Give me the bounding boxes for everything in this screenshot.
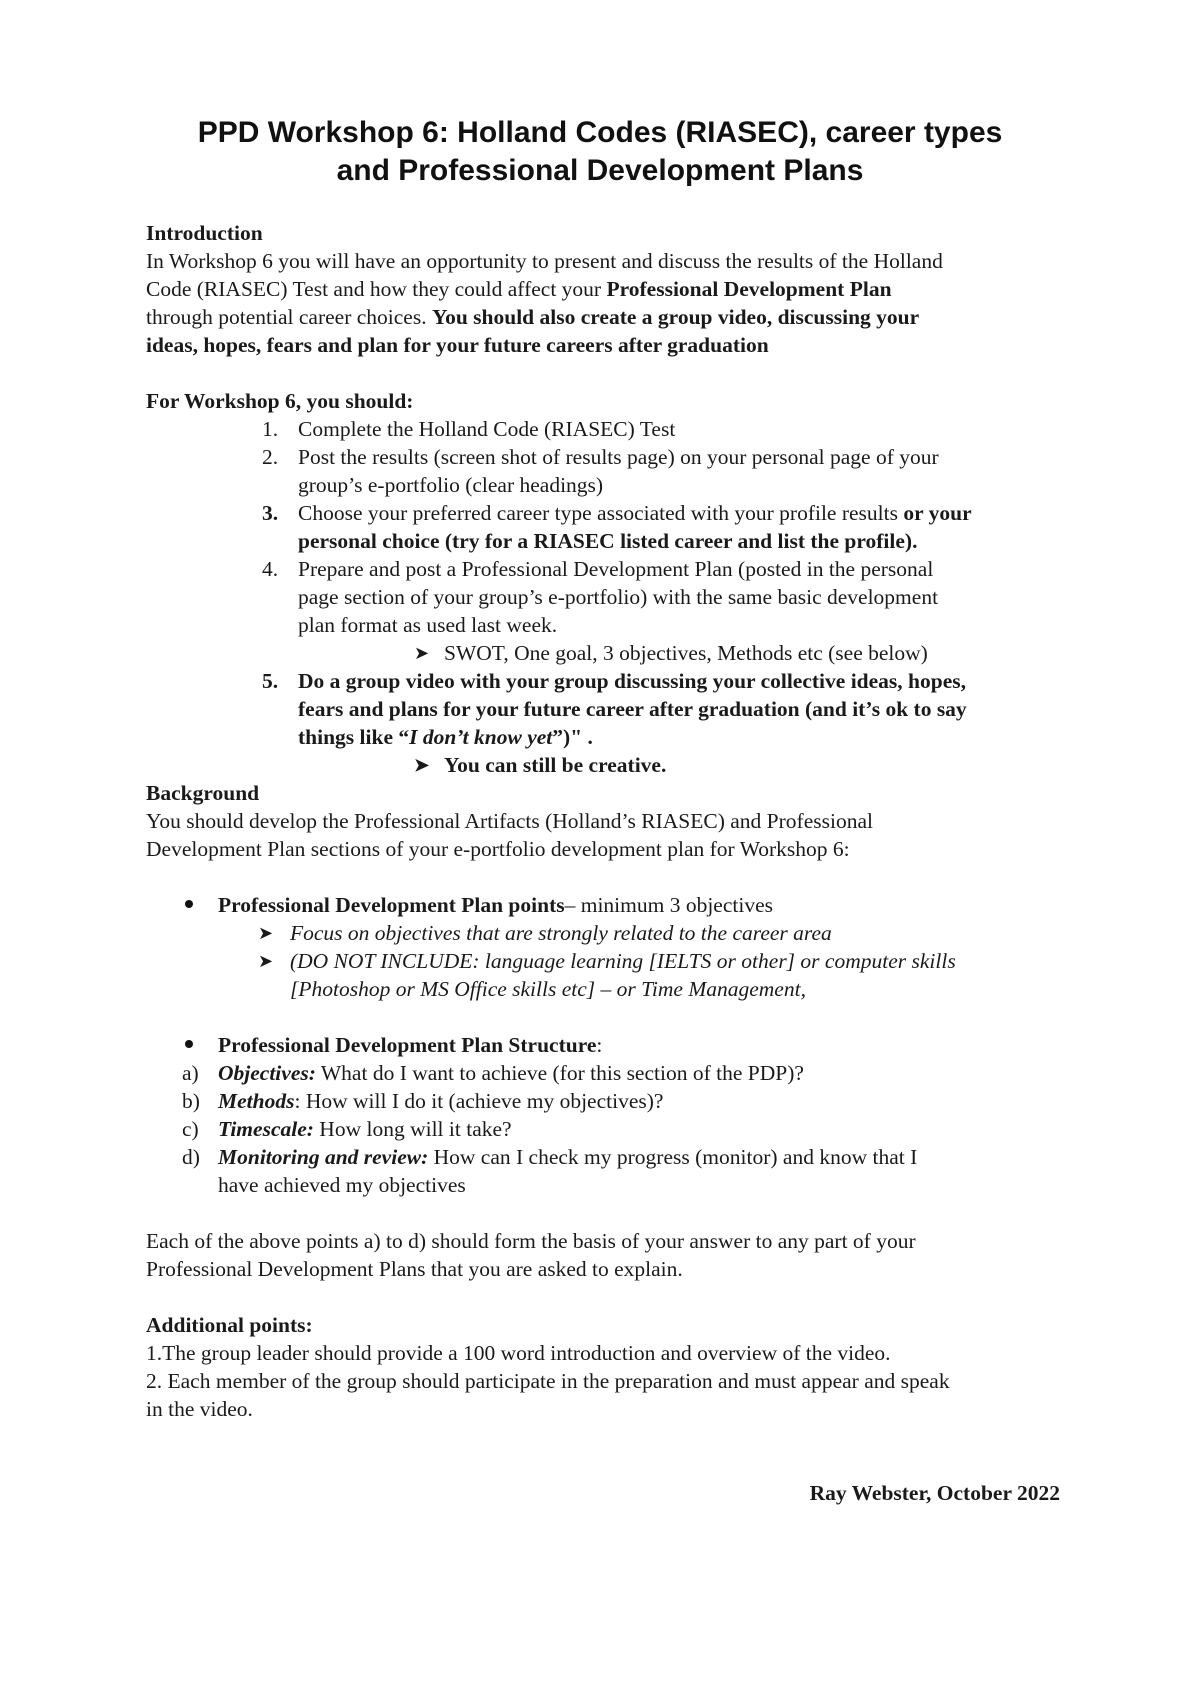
additional-line-2: 2. Each member of the group should participate in the preparation and must appear and speak: [146, 1369, 950, 1393]
structure-d: [218, 1144, 917, 1170]
intro-line-1: In Workshop 6 you will have an opportunity to present and discuss the results of the Holland: [146, 249, 943, 273]
structure-line: [218, 1032, 602, 1058]
item-4-sub: SWOT, One goal, 3 objectives, Methods etc (see below): [444, 641, 928, 665]
points-rest: – minimum 3 objectives: [564, 893, 774, 917]
arrowhead-bullet-icon: ➤: [414, 643, 430, 663]
item-1-line-1: Complete the Holland Code (RIASEC) Test: [298, 417, 676, 441]
structure-b-letter: b): [182, 1089, 200, 1113]
round-bullet-icon: [185, 1040, 193, 1048]
item-5-number: 5.: [262, 669, 279, 693]
arrowhead-bullet-icon: ➤: [258, 951, 274, 971]
closing-line-2: Professional Development Plans that you are asked to explain.: [146, 1257, 683, 1281]
structure-c-letter: c): [182, 1117, 199, 1141]
intro-heading: Introduction: [146, 221, 263, 245]
intro-pdp-bold: Professional Development Plan: [606, 277, 892, 301]
points-sub-2b: [Photoshop or MS Office skills etc] – or Time Management,: [290, 977, 806, 1001]
arrowhead-bullet-icon: ➤: [414, 755, 430, 775]
structure-b-text: : How will I do it (achieve my objectives)?: [294, 1089, 664, 1113]
item-2-line-2: group’s e-portfolio (clear headings): [298, 473, 604, 497]
structure-b-term: Methods: [218, 1089, 295, 1113]
intro-line-2: [146, 276, 892, 302]
structure-d-text: How can I check my progress (monitor) and know that I: [428, 1145, 918, 1169]
background-line-1: You should develop the Professional Artifacts (Holland’s RIASEC) and Professional: [146, 809, 873, 833]
item-1-number: 1.: [262, 417, 279, 441]
structure-c-text: How long will it take?: [313, 1117, 512, 1141]
closing-line-1: Each of the above points a) to d) should form the basis of your answer to any part of your: [146, 1229, 916, 1253]
signature: Ray Webster, October 2022: [809, 1481, 1060, 1505]
points-sub-2a: (DO NOT INCLUDE: language learning [IELTS or other] or computer skills: [290, 949, 956, 973]
item-5-line-2: fears and plans for your future career after graduation (and it’s ok to say: [298, 697, 967, 721]
structure-a-text: What do I want to achieve (for this section of the PDP)?: [315, 1061, 804, 1085]
item-2-line-1: Post the results (screen shot of results page) on your personal page of your: [298, 445, 939, 469]
structure-a-term: Objectives:: [218, 1061, 316, 1085]
additional-line-3: in the video.: [146, 1397, 253, 1421]
item-5-line-3-italic: I don’t know yet: [409, 725, 553, 749]
structure-d-term: Monitoring and review:: [218, 1145, 429, 1169]
item-4-line-2: page section of your group’s e-portfolio) with the same basic development: [298, 585, 939, 609]
intro-video-bold: You should also create a group video, discussing your: [431, 305, 920, 329]
item-3-line-1: [298, 500, 972, 526]
structure-d-line-2: have achieved my objectives: [218, 1173, 466, 1197]
item-4-number: 4.: [262, 557, 279, 581]
item-5-line-3-a: things like “: [298, 725, 410, 749]
structure-c: [218, 1116, 512, 1142]
structure-colon: :: [596, 1033, 603, 1057]
structure-a-letter: a): [182, 1061, 199, 1085]
background-line-2: Development Plan sections of your e-portfolio development plan for Workshop 6:: [146, 837, 850, 861]
item-3-line-1-text: Choose your preferred career type associated with your profile results: [298, 501, 904, 525]
intro-line-3-text: through potential career choices.: [146, 305, 432, 329]
item-5-line-1: Do a group video with your group discussing your collective ideas, hopes,: [298, 669, 966, 693]
item-3-line-2: personal choice (try for a RIASEC listed career and list the profile).: [298, 529, 918, 553]
structure-d-letter: d): [182, 1145, 200, 1169]
title-line-1: PPD Workshop 6: Holland Codes (RIASEC), career types: [197, 116, 1003, 149]
intro-line-3: [146, 304, 919, 330]
item-5-line-3-c: ”)" .: [552, 725, 593, 749]
additional-heading: Additional points:: [146, 1313, 313, 1337]
intro-line-4: ideas, hopes, fears and plan for your future careers after graduation: [146, 333, 769, 357]
round-bullet-icon: [185, 900, 193, 908]
item-5-line-3: [298, 724, 593, 750]
title-line-2: and Professional Development Plans: [336, 154, 864, 187]
points-sub-1: Focus on objectives that are strongly related to the career area: [290, 921, 832, 945]
structure-b: [218, 1088, 663, 1114]
background-heading: Background: [146, 781, 260, 805]
item-3-number: 3.: [262, 501, 279, 525]
structure-label: Professional Development Plan Structure: [218, 1033, 597, 1057]
item-4-line-3: plan format as used last week.: [298, 613, 558, 637]
item-5-sub: You can still be creative.: [444, 753, 667, 777]
structure-a: [218, 1060, 804, 1086]
intro-line-2-text: Code (RIASEC) Test and how they could affect your: [146, 277, 607, 301]
arrowhead-bullet-icon: ➤: [258, 923, 274, 943]
structure-c-term: Timescale:: [218, 1117, 314, 1141]
workshop-heading: For Workshop 6, you should:: [146, 389, 414, 413]
document-title: [100, 114, 1100, 190]
item-3-line-1-bold: or your: [903, 501, 972, 525]
item-4-line-1: Prepare and post a Professional Development Plan (posted in the personal: [298, 557, 934, 581]
item-2-number: 2.: [262, 445, 279, 469]
points-line: [218, 892, 773, 918]
additional-line-1: 1.The group leader should provide a 100 word introduction and overview of the video.: [146, 1341, 891, 1365]
points-label: Professional Development Plan points: [218, 893, 565, 917]
